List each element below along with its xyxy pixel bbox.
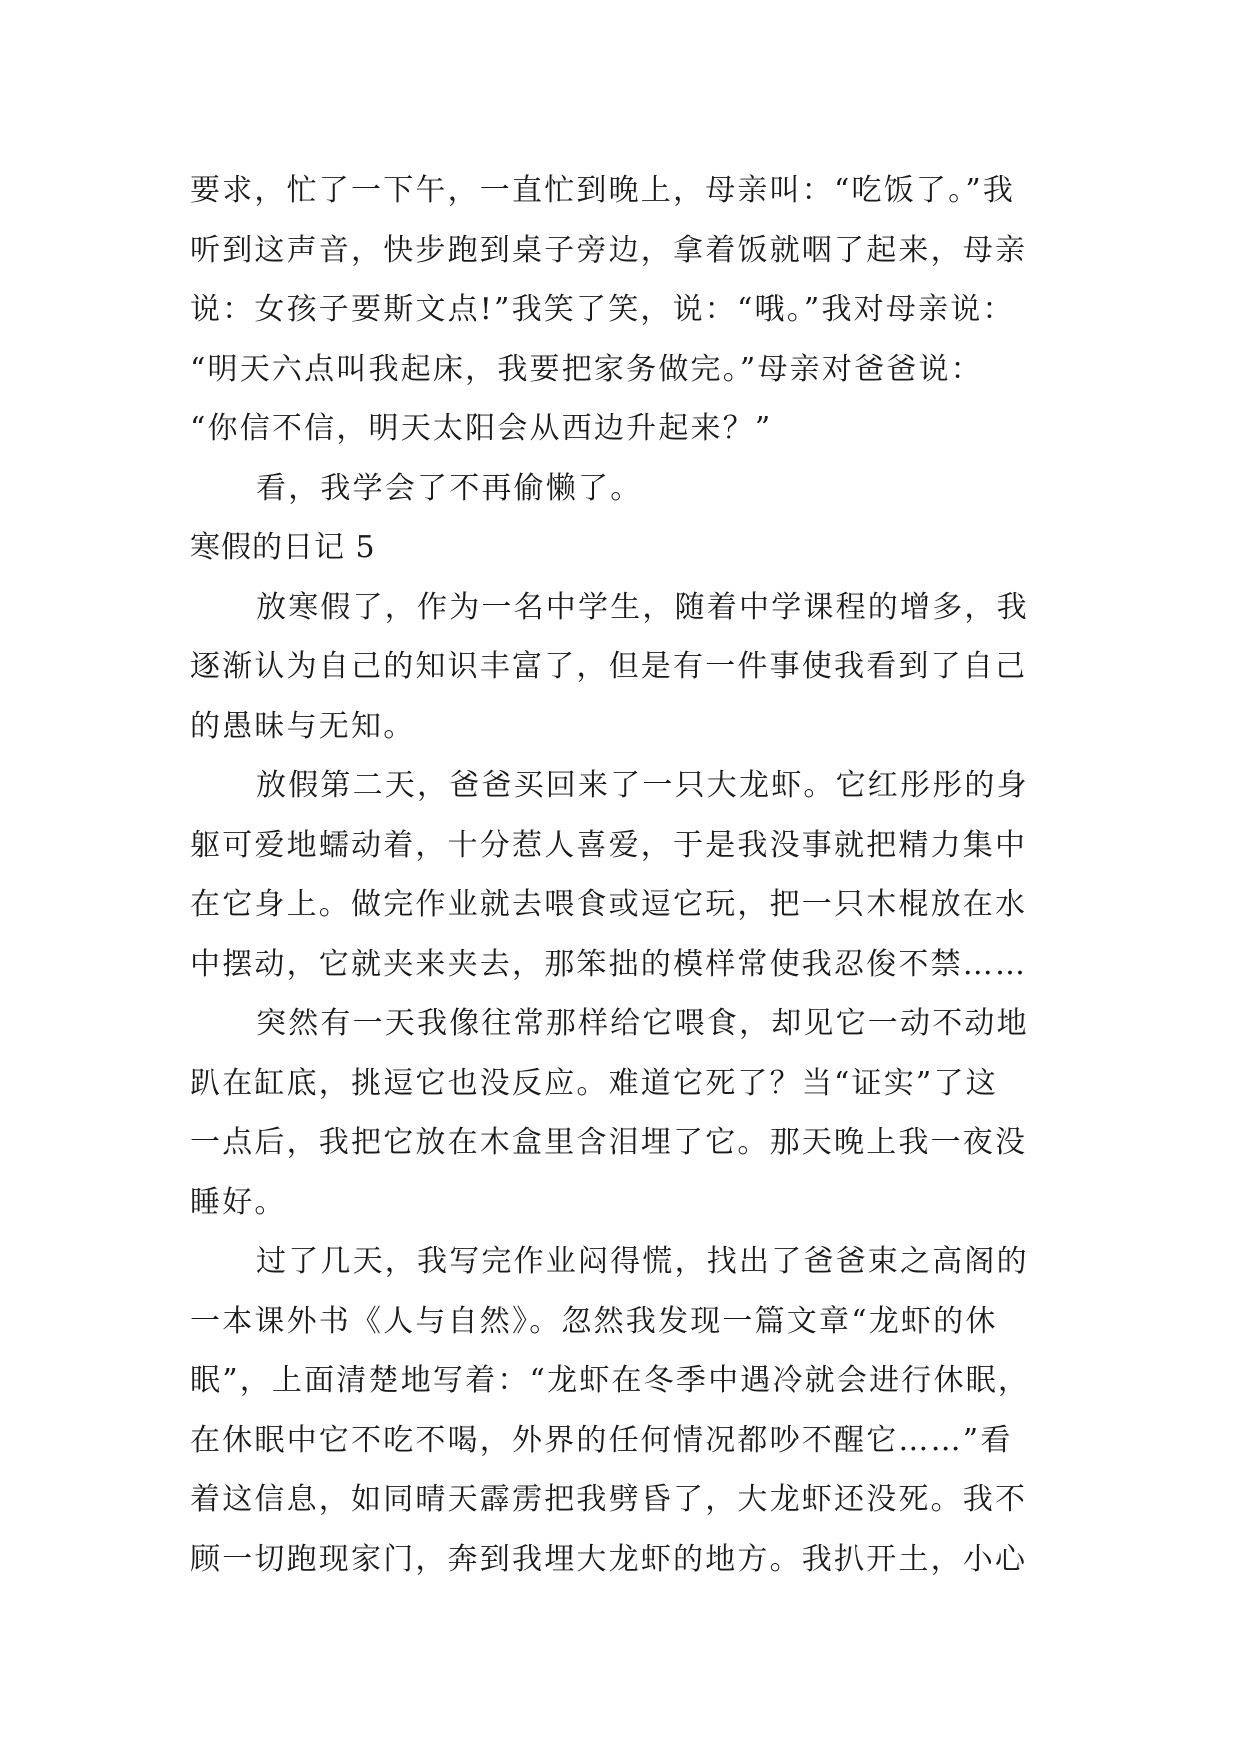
text-line: 在它身上。做完作业就去喂食或逗它玩，把一只木棍放在水 [190, 887, 1028, 922]
section-heading: 寒假的日记 5 [190, 530, 376, 565]
paragraph-start-line: 突然有一天我像往常那样给它喂食，却见它一动不动地 [256, 1006, 1029, 1041]
body-text [190, 161, 1050, 1589]
text-line: 听到这声音，快步跑到桌子旁边，拿着饭就咽了起来，母亲 [190, 232, 1028, 268]
text-line: 说：女孩子要斯文点!”我笑了笑，说：“哦。”我对母亲说： [190, 292, 1015, 327]
text-line: 趴在缸底，挑逗它也没反应。难道它死了？当“证实”了这 [190, 1065, 998, 1101]
text-line: 一本课外书《人与自然》。忽然我发现一篇文章“龙虾的休 [190, 1303, 998, 1339]
paragraph-start-line: 放寒假了，作为一名中学生，随着中学课程的增多，我 [256, 589, 1029, 625]
text-line: 睡好。 [190, 1184, 287, 1220]
paragraph-start-line: 看，我学会了不再偷懒了。 [256, 470, 643, 506]
text-line: 要求，忙了一下午，一直忙到晚上，母亲叫：“吃饭了。”我 [190, 173, 1016, 208]
text-line: 在休眠中它不吃不喝，外界的任何情况都吵不醒它……”看 [190, 1422, 1013, 1458]
text-line: 眠”，上面清楚地写着：“龙虾在冬季中遇冷就会进行休眠， [190, 1363, 1031, 1398]
text-line: 躯可爱地蠕动着，十分惹人喜爱，于是我没事就把精力集中 [190, 827, 1028, 863]
text-line: 着这信息，如同晴天霹雳把我劈昏了，大龙虾还没死。我不 [190, 1482, 1028, 1517]
text-line: 中摆动，它就夹来夹去，那笨拙的模样常使我忍俊不禁…… [190, 946, 1028, 982]
text-line: 一点后，我把它放在木盒里含泪埋了它。那天晚上我一夜没 [190, 1125, 1028, 1160]
text-line: 的愚昧与无知。 [190, 708, 416, 744]
text-line: 逐渐认为自己的知识丰富了，但是有一件事使我看到了自己 [190, 649, 1028, 684]
paragraph-start-line: 放假第二天，爸爸买回来了一只大龙虾。它红彤彤的身 [256, 768, 1029, 803]
text-line: 顾一切跑现家门，奔到我埋大龙虾的地方。我扒开土，小心 [190, 1541, 1028, 1577]
text-line: “明天六点叫我起床，我要把家务做完。”母亲对爸爸说： [190, 351, 983, 387]
paragraph-start-line: 过了几天，我写完作业闷得慌，找出了爸爸束之高阁的 [256, 1244, 1029, 1279]
text-line: “你信不信，明天太阳会从西边升起来？” [190, 411, 773, 446]
